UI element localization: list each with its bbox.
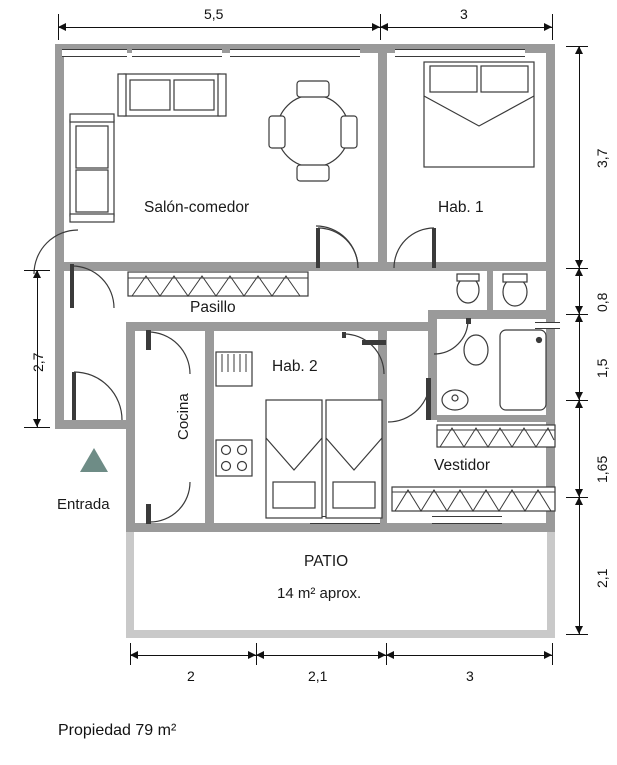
room-label-entrada: Entrada xyxy=(57,496,110,513)
room-label-pasillo: Pasillo xyxy=(190,299,236,316)
dimline-right-3 xyxy=(579,314,580,400)
window-bath xyxy=(535,322,560,329)
dim-right-4: 1,65 xyxy=(594,455,610,483)
dimline-bottom-1 xyxy=(130,655,256,656)
room-label-patio-area: 14 m² aprox. xyxy=(277,585,362,602)
tick-l1 xyxy=(24,427,50,428)
window-salon-2 xyxy=(132,49,222,57)
wardrobe-vestidor-1 xyxy=(437,425,555,447)
corridor-hatch xyxy=(128,272,308,296)
room-label-vestidor: Vestidor xyxy=(434,457,491,474)
arrow-b2r xyxy=(378,651,386,659)
arrow-r4d xyxy=(575,489,583,497)
wardrobe-vestidor-2 xyxy=(392,487,555,511)
sofa-top xyxy=(124,74,220,116)
dim-right-3: 1,5 xyxy=(594,358,610,378)
tick-r5 xyxy=(566,634,588,635)
wall-patio-bottom xyxy=(126,630,555,638)
arrow-r1d xyxy=(575,260,583,268)
room-label-hab2: Hab. 2 xyxy=(272,358,318,375)
arrow-r4u xyxy=(575,400,583,408)
chair-w xyxy=(269,116,285,148)
tick-top-right xyxy=(552,14,553,40)
arrow-top1-left xyxy=(58,23,66,31)
arrow-r5d xyxy=(575,626,583,634)
dimline-top-1 xyxy=(58,27,380,28)
chair-s xyxy=(297,165,329,181)
room-label-patio: PATIO xyxy=(304,553,349,570)
dim-right-5: 2,1 xyxy=(594,568,610,588)
room-label-cocina: Cocina xyxy=(175,393,192,440)
arrow-r2d xyxy=(575,306,583,314)
wall-hab2-right xyxy=(378,331,387,523)
arrow-r1u xyxy=(575,46,583,54)
arrow-l1d xyxy=(33,419,41,427)
wall-patio-right xyxy=(547,532,555,638)
wall-salon-hab1 xyxy=(378,44,387,269)
kitchen-sink xyxy=(216,352,252,386)
dim-right-2: 0,8 xyxy=(594,292,610,312)
window-vestidor-bottom xyxy=(432,516,502,524)
dim-bottom-2: 2,1 xyxy=(308,668,328,684)
sofa-left xyxy=(70,120,114,216)
arrow-r3u xyxy=(575,314,583,322)
sink-bath-1 xyxy=(464,335,488,365)
window-hab2-bottom xyxy=(310,516,380,524)
wall-cocina-hab2 xyxy=(205,331,214,523)
wall-corridor-top xyxy=(55,262,445,271)
wall-entrance-bottom xyxy=(55,420,135,429)
arrow-r3d xyxy=(575,392,583,400)
chair-n xyxy=(297,81,329,97)
arrow-b2l xyxy=(256,651,264,659)
bathtub xyxy=(500,330,546,410)
toilet-1 xyxy=(457,277,479,303)
dimline-left-1 xyxy=(37,270,38,427)
wall-patio-left xyxy=(126,532,134,638)
door-entrance-arc xyxy=(74,372,122,420)
bed-hab2-left xyxy=(266,400,322,518)
bed-hab1 xyxy=(424,62,534,167)
dining-table xyxy=(277,95,349,167)
window-hab1 xyxy=(395,49,525,57)
door-bath-arc xyxy=(434,320,468,354)
arrow-r2u xyxy=(575,268,583,276)
room-label-hab1: Hab. 1 xyxy=(438,199,484,216)
door-vestidor-arc xyxy=(388,380,430,422)
kitchen-stove xyxy=(216,440,252,476)
entrada-marker xyxy=(80,448,108,472)
dimline-bottom-2 xyxy=(256,655,386,656)
arrow-top2-right xyxy=(544,23,552,31)
dim-top-2: 3 xyxy=(460,6,468,22)
door-kitchen-bottom-arc xyxy=(150,482,190,522)
wall-left-upper xyxy=(55,44,64,429)
window-salon-3 xyxy=(230,49,360,57)
arrow-b1r xyxy=(248,651,256,659)
wall-corridor-top-right xyxy=(437,262,555,271)
door-kitchen-top-arc xyxy=(148,332,190,374)
bed-quilt-hab1 xyxy=(424,96,534,126)
sink-bath-2 xyxy=(442,390,468,410)
dimline-right-4 xyxy=(579,400,580,497)
dimline-bottom-3 xyxy=(386,655,552,656)
dimline-right-5 xyxy=(579,497,580,634)
arrow-r5u xyxy=(575,497,583,505)
wall-right xyxy=(546,44,555,529)
dim-right-1: 3,7 xyxy=(594,148,610,168)
dimline-right-1 xyxy=(579,46,580,268)
dim-top-1: 5,5 xyxy=(204,6,224,22)
arrow-b1l xyxy=(130,651,138,659)
tick-bottom-4 xyxy=(552,643,553,665)
room-label-salon: Salón-comedor xyxy=(144,199,250,216)
door-salon-arc xyxy=(72,266,114,308)
arrow-l1u xyxy=(33,270,41,278)
wall-bottom-main xyxy=(126,523,555,532)
arrow-b3l xyxy=(386,651,394,659)
pillow-right xyxy=(481,66,528,92)
arrow-top1-right xyxy=(372,23,380,31)
arrow-top2-left xyxy=(380,23,388,31)
window-salon-1 xyxy=(62,49,127,57)
wall-vestidor-top xyxy=(437,415,555,422)
wall-bath-divider xyxy=(487,271,493,317)
footer-property-area: Propiedad 79 m² xyxy=(58,722,177,739)
dim-bottom-3: 3 xyxy=(466,668,474,684)
dim-bottom-1: 2 xyxy=(187,668,195,684)
arrow-b3r xyxy=(544,651,552,659)
dim-left-1: 2,7 xyxy=(30,352,46,372)
dimline-top-2 xyxy=(380,27,552,28)
bed-hab2-right xyxy=(326,400,382,518)
pillow-left xyxy=(430,66,477,92)
wall-bath-top xyxy=(437,310,555,319)
toilet-2 xyxy=(503,278,527,306)
chair-e xyxy=(341,116,357,148)
wall-vestidor-bath xyxy=(428,310,437,420)
wall-corridor-bottom xyxy=(126,322,436,331)
